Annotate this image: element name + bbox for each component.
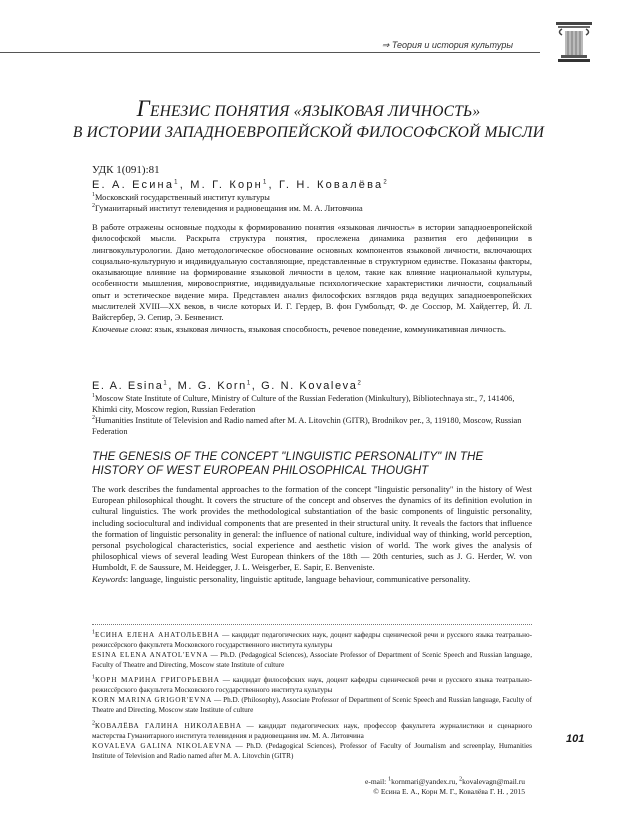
footnote-divider (92, 624, 532, 625)
footnote-korn-ru: $^1$КОРН МАРИНА ГРИГОРЬЕВНА — кандидат философских наук, доцент кафедры сценической речи и русского языка театрально-режиссёрского факультета Московского государственного института культуры (92, 674, 532, 694)
email-link[interactable]: kovalevagn@mail.ru (462, 777, 525, 786)
affiliation-item: $^2$Humanities Institute of Television and Radio named after M. A. Litovchin (GITR), Brodnikov per., 3, 119180, Moscow, Russian Federation (92, 415, 522, 436)
udk-code: УДК 1(091):81 (92, 164, 160, 176)
affiliations-en (92, 393, 532, 437)
footnote-kovaleva-en: KOVALEVA GALINA NIKOLAEVNA — Ph.D. (Pedagogical Sciences), Professor of Faculty of Journalism and screenplay, Humanities Institute of Television and Radio named after M. A. Litovchin (GITR) (92, 742, 532, 760)
article-title-line2: В ИСТОРИИ ЗАПАДНОЕВРОПЕЙСКОЙ ФИЛОСОФСКОЙ МЫСЛИ (72, 124, 545, 141)
article-title-line1: ГЕНЕЗИС ПОНЯТИЯ «ЯЗЫКОВАЯ ЛИЧНОСТЬ» (136, 96, 481, 121)
abstract-en-text: The work describes the fundamental approaches to the formation of the concept "linguistic personality" in the history of West European philosophical thought. It covers the structure of the concept and observes the dynamics of its definition evolution in cultural linguistics. The work provides the methodological substantiation of the basic components of linguistic personality, including sociocultural and individual components that are presented in their structural unity. It reveals the factors that influence the formation of linguistic personality in general: the influence of national culture, individual way of thinking, world perception, personal psychological characteristics, social experience and aesthetic vision of world. The work gives the analysis of philosophical views of several leading West European thinkers of the 18th — 20th centuries, such as J. G. Herder, W. von Humboldt, F. de Saussure, M. Heidegger, J. L. Weisgerber, E. Sapir, E. Benveniste. (92, 484, 532, 573)
article-title-en: THE GENESIS OF THE CONCEPT "LINGUISTIC PERSONALITY" IN THE HISTORY OF WEST EUROPEAN PHILOSOPHICAL THOUGHT (92, 450, 484, 477)
abstract-en (92, 484, 532, 585)
footnote-esina-ru: $^1$ЕСИНА ЕЛЕНА АНАТОЛЬЕВНА — кандидат педагогических наук, доцент кафедры сценической речи и русского языка театрально-режиссёрского факультета Московского государственного института культуры (92, 629, 532, 649)
email-link[interactable]: kornmari@yandex.ru (391, 777, 456, 786)
email-line: e-mail: $^1$kornmari@yandex.ru, $^2$kovalevagn@mail.ru (365, 776, 525, 786)
copyright: © Есина Е. А., Корн М. Г., Ковалёва Г. Н. , 2015 (373, 787, 525, 796)
authors-ru: Е. А. Есина$^1$, М. Г. Корн$^1$, Г. Н. Ковалёва$^2$ (92, 179, 389, 191)
section-title: Теория и история культуры (391, 40, 513, 50)
abstract-ru (92, 222, 532, 335)
contact-block (365, 777, 525, 797)
column-logo-icon (552, 18, 596, 66)
footnote-korn-en: KORN MARINA GRIGOR'EVNA — Ph.D. (Philosophy), Associate Professor of Department of Scenic Speech and Russian language, Faculty of Theatre and Directing, Moscow state Institute of culture (92, 696, 532, 714)
footnote-esina-en: ESINA ELENA ANATOL'EVNA — Ph.D. (Pedagogical Sciences), Associate Professor of Department of Scenic Speech and Russian language, Faculty of Theatre and Directing, Moscow state Institute of culture (92, 651, 533, 669)
keywords-ru: Ключевые слова: язык, языковая личность, языковая способность, речевое поведение, коммуникативная личность. (92, 323, 507, 334)
running-header (382, 40, 513, 51)
header-rule (0, 52, 540, 53)
abstract-ru-text: В работе отражены основные подходы к формированию понятия «языковая личность» в истории западноевропейской философской мысли. Раскрыта структура понятия, прослежена динамика развития его дефиниции в лингвокультурологии. Дано методологическое обоснование основных компонентов языковой личности, включающих социально-культурную и индивидуальную составляющие, представленные в структурном единстве. Показаны факторы, оказывающие влияние на формирование языковой личности в целом, такие как влияние национальной культуры, особенности мышления, мировосприятие, индивидуальные психологические характеристики личности, социальный опыт и эстетическое видение мира. Представлен анализ философских взглядов ряда ведущих западноевропейских мыслителей XVIII—XX веков, в числе которых И. Г. Гердер, В. фон Гумбольдт, Ф. де Соссюр, М. Хайдеггер, Й. Л. Вайсгербер, Э. Сепир, Э. Бенвенист. (92, 222, 532, 323)
authors-en: E. A. Esina$^1$, M. G. Korn$^1$, G. N. Kovaleva$^2$ (92, 380, 363, 392)
affiliations-ru (92, 192, 532, 214)
keywords-en: Keywords: language, linguistic personality, linguistic aptitude, language behaviour, communicative personality. (92, 573, 471, 584)
footnote-kovaleva-ru: $^2$КОВАЛЁВА ГАЛИНА НИКОЛАЕВНА — кандидат педагогических наук, профессор факультета журналистики и сценарного мастерства Гуманитарного института телевидения и радиовещания им. М. А. Литовчина (92, 720, 532, 740)
affiliation-item: $^2$Гуманитарный институт телевидения и радиовещания им. М. А. Литовчина (92, 203, 363, 213)
affiliation-item: $^1$Московский государственный институт культуры (92, 192, 270, 202)
arrow-icon: ⇒ (381, 40, 390, 50)
affiliation-item: $^1$Moscow State Institute of Culture, Ministry of Culture of the Russian Federation (Minkultury), Bibliotechnaya str., 7, 141406, Khimki city, Moscow region, Russian Federation (92, 393, 515, 414)
page-number: 101 (566, 733, 585, 745)
